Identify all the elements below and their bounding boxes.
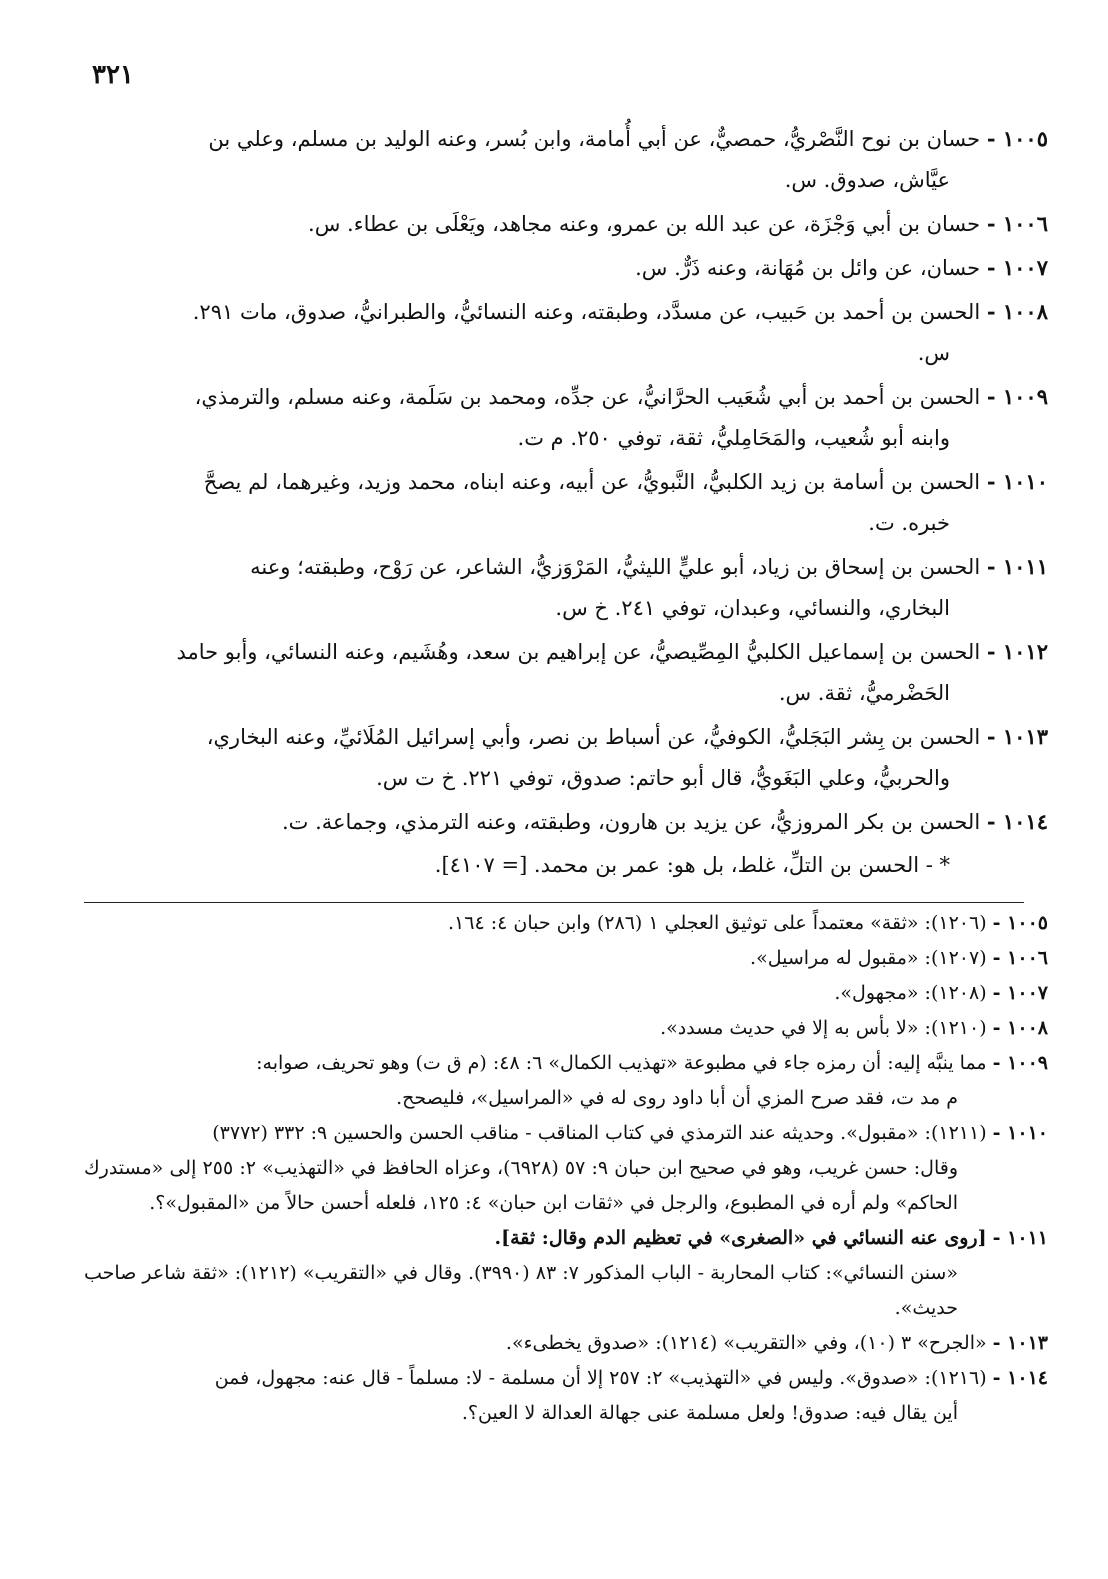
entry-number: ١٠١٢ - [986,639,1048,664]
entry-text: الحسن بن بِشر البَجَليُّ، الكوفيُّ، عن أسباط بن نصر، وأبي إسرائيل المُلَائيِّ، وعنه البخاري، [206,725,981,749]
footnote-1013 [84,1326,1048,1361]
footnote-number: ١٠٠٦ - [992,947,1048,969]
page-number: ٣٢١ [92,60,134,90]
footnote-text: [روى عنه النسائي في «الصغرى» في تعظيم الدم وقال: ثقة]. [494,1227,987,1249]
entry-1009 [84,376,1048,459]
footnote-continuation: «سنن النسائي»: كتاب المحاربة - الباب المذكور ٧: ٨٣ (٣٩٩٠). وقال في «التقريب» (١٢١٢): «ثقة شاعر صاحب حديث». [84,1262,958,1319]
entry-number: ١٠٠٦ - [986,211,1048,236]
entry-continuation: الحَضْرميُّ، ثقة. س. [778,681,950,705]
entry-continuation: خبره. ت. [868,511,950,535]
cross-reference-note: * - الحسن بن التلِّ، غلط، بل هو: عمر بن محمد. [= ٤١٠٧]. [434,853,950,877]
entry-number: ١٠١٠ - [986,469,1048,494]
entry-text: الحسن بن أسامة بن زيد الكلبيُّ، النَّبويُّ، عن أبيه، وعنه ابناه، محمد وزيد، وغيرهما، لم يصحَّ [203,470,981,494]
footnote-number: ١٠٠٥ - [992,912,1048,934]
footnote-number: ١٠٠٨ - [992,1017,1048,1039]
footnote-1009 [84,1046,1048,1116]
entry-number: ١٠١٣ - [986,724,1048,749]
footnote-text: «الجرح» ٣ (١٠)، وفي «التقريب» (١٢١٤): «صدوق يخطىء». [505,1332,987,1354]
entry-text: الحسن بن بكر المروزيُّ، عن يزيد بن هارون، وطبقته، وعنه الترمذي، وجماعة. ت. [281,810,981,834]
entry-number: ١٠١٤ - [986,809,1048,834]
footnote-1011 [84,1221,1048,1326]
footnote-text: (١٢١٠): «لا بأس به إلا في حديث مسدد». [660,1017,987,1039]
footnote-1010 [84,1116,1048,1221]
entry-1007 [84,247,1048,289]
footnote-continuation: م مد ت، فقد صرح المزي أن أبا داود روى له في «المراسيل»، فليصحح. [396,1087,958,1109]
entry-1013 [84,716,1048,799]
entry-1014 [84,801,1048,843]
footnote-number: ١٠١١ - [992,1227,1048,1249]
entry-1005 [84,118,1048,201]
entry-1006 [84,203,1048,245]
footnote-1007 [84,976,1048,1011]
entry-continuation: عيَّاش، صدوق. س. [784,168,950,192]
footnote-continuation: أين يقال فيه: صدوق! ولعل مسلمة عنى جهالة العدالة لا العين؟. [461,1402,958,1424]
entry-text: الحسن بن أحمد بن حَبيب، عن مسدَّد، وطبقته، وعنه النسائيُّ، والطبرانيُّ، صدوق، مات ٢٩١. [192,300,981,324]
entry-text: حسان بن نوح النَّصْريُّ، حمصيٌّ، عن أبي أُمامة، وابن بُسر، وعنه الوليد بن مسلم، وعلي بن [208,127,981,151]
entry-number: ١٠١١ - [986,554,1048,579]
footnote-number: ١٠٠٧ - [992,982,1048,1004]
entry-number: ١٠٠٧ - [986,255,1048,280]
entry-1011 [84,546,1048,629]
footnote-text: (١٢٠٨): «مجهول». [834,982,987,1004]
footnote-1006 [84,941,1048,976]
entry-text: الحسن بن إسحاق بن زياد، أبو عليٍّ الليثيُّ، المَرْوَزيُّ، الشاعر، عن رَوْح، وطبقته؛ وعنه [250,555,981,579]
footnote-number: ١٠١٤ - [992,1367,1048,1389]
footnote-number: ١٠١٠ - [992,1122,1048,1144]
footnote-1005 [84,906,1048,941]
entry-text: الحسن بن إسماعيل الكلبيُّ المِصِّيصيُّ، عن إبراهيم بن سعد، وهُشَيم، وعنه النسائي، وأبو حامد [176,640,981,664]
footnote-text: (١٢١٦): «صدوق». وليس في «التهذيب» ٢: ٢٥٧ إلا أن مسلمة - لا: مسلماً - قال عنه: مجهول، فمن [214,1367,987,1389]
footnote-text: (١٢٠٦): «ثقة» معتمداً على توثيق العجلي ١ (٢٨٦) وابن حبان ٤: ١٦٤. [447,912,987,934]
entry-number: ١٠٠٩ - [986,384,1048,409]
entry-continuation: س. [917,341,950,365]
biography-entries [84,118,1048,888]
entry-number: ١٠٠٨ - [986,299,1048,324]
entry-number: ١٠٠٥ - [986,126,1048,151]
entry-continuation: البخاري، والنسائي، وعبدان، توفي ٢٤١. خ س. [555,596,950,620]
footnote-text: (١٢٠٧): «مقبول له مراسيل». [750,947,987,969]
entry-text: الحسن بن أحمد بن أبي شُعَيب الحرَّانيُّ، عن جدِّه، ومحمد بن سَلَمة، وعنه مسلم، والترمذي، [194,385,981,409]
footnote-continuation: وقال: حسن غريب، وهو في صحيح ابن حبان ٩: ٥٧ (٦٩٢٨)، وعزاه الحافظ في «التهذيب» ٢: ٢٥٥ إلى «مستدرك الحاكم» ولم أره في المطبوع، والرجل في «ثقات ابن حبان» ٤: ١٢٥، فلعله أحسن حالاً من «المقبول»؟. [84,1157,958,1214]
entry-continuation: والحربيُّ، وعلي البَغَويُّ، قال أبو حاتم: صدوق، توفي ٢٢١. خ ت س. [376,766,950,790]
entry-1012 [84,631,1048,714]
entry-continuation: وابنه أبو شُعيب، والمَحَامِليُّ، ثقة، توفي ٢٥٠. م ت. [517,426,950,450]
entry-text: حسان بن أبي وَجْزَة، عن عبد الله بن عمرو، وعنه مجاهد، ويَعْلَى بن عطاء. س. [308,212,981,236]
entry-1010 [84,461,1048,544]
footnote-1014 [84,1361,1048,1431]
footnote-number: ١٠٠٩ - [992,1052,1048,1074]
footnote-text: مما ينبَّه إليه: أن رمزه جاء في مطبوعة «تهذيب الكمال» ٦: ٤٨: (م ق ت) وهو تحريف، صوابه: [256,1052,987,1074]
footnote-divider [84,902,1024,903]
footnote-text: (١٢١١): «مقبول». وحديثه عند الترمذي في كتاب المناقب - مناقب الحسن والحسين ٩: ٣٣٢ (٣٧٧٢) [212,1122,987,1144]
footnote-number: ١٠١٣ - [992,1332,1048,1354]
entry-text: حسان، عن وائل بن مُهَانة، وعنه ذَرٌّ. س. [635,256,981,280]
entry-1008 [84,291,1048,374]
footnote-1008 [84,1011,1048,1046]
footnotes [84,906,1048,1431]
